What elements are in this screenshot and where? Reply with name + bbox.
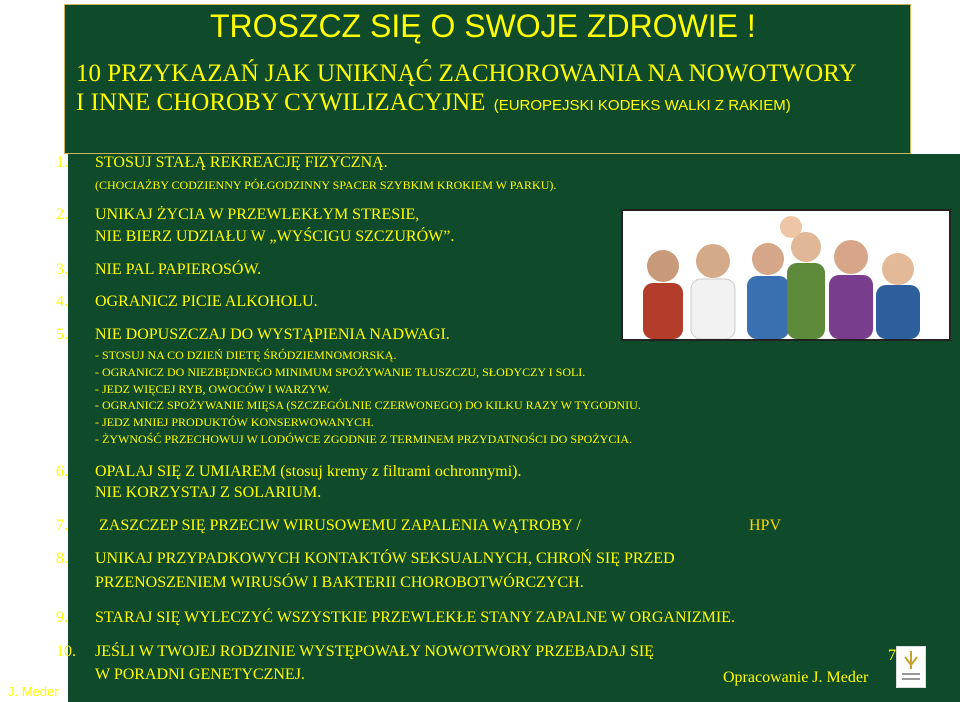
left-margin [0,0,68,702]
item-number: 2. [56,206,68,223]
item-5-sub-5: - JEDZ MNIEJ PRODUKTÓW KONSERWOWANYCH. [95,415,374,429]
page-subtitle-line2 [76,89,791,117]
item-number: 3. [56,261,68,278]
item-5-text: NIE DOPUSZCZAJ DO WYSTĄPIENIA NADWAGI. [95,326,450,343]
hpv-label: HPV [749,517,782,534]
item-10-text-line2: W PORADNI GENETYCZNEJ. [95,666,305,683]
item-1-subtext: (CHOCIAŻBY CODZIENNY PÓŁGODZINNY SPACER SZYBKIM KROKIEM W PARKU). [95,178,557,192]
item-5-sub-2: - OGRANICZ DO NIEZBĘDNEGO MINIMUM SPOŻYWANIE TŁUSZCZU, SŁODYCZY I SOLI. [95,365,586,379]
item-number: 9. [56,609,68,626]
subtitle-note: (EUROPEJSKI KODEKS WALKI Z RAKIEM) [493,97,791,114]
item-8-text: UNIKAJ PRZYPADKOWYCH KONTAKTÓW SEKSUALNYCH, CHROŃ SIĘ PRZED [95,550,675,567]
item-1-text: STOSUJ STAŁĄ REKREACJĘ FIZYCZNĄ. [95,154,388,171]
item-number: 8. [56,550,68,567]
item-number: 1. [56,154,68,171]
item-3-text: NIE PAL PAPIEROSÓW. [95,261,262,278]
item-number: 6. [56,463,68,480]
item-5-sub-6: - ŻYWNOŚĆ PRZECHOWUJ W LODÓWCE ZGODNIE Z TERMINEM PRZYDATNOŚCI DO SPOŻYCIA. [95,432,632,446]
item-number: 5. [56,326,68,343]
page-subtitle-line1: 10 PRZYKAZAŃ JAK UNIKNĄĆ ZACHOROWANIA NA NOWOTWORY [76,60,857,87]
item-7-text: ZASZCZEP SIĘ PRZECIW WIRUSOWEMU ZAPALENIA WĄTROBY / [99,517,581,534]
item-number: 4. [56,293,68,310]
subtitle-line2-text: I INNE CHOROBY CYWILIZACYJNE [76,89,486,116]
item-2-text-line2: NIE BIERZ UDZIAŁU W „WYŚCIGU SZCZURÓW”. [95,228,455,245]
item-5-sub-4: - OGRANICZ SPOŻYWANIE MIĘSA (SZCZEGÓLNIE CZERWONEGO) DO KILKU RAZY W TYGODNIU. [95,398,641,412]
item-8-text-line2: PRZENOSZENIEM WIRUSÓW I BAKTERII CHOROBOTWÓRCZYCH. [95,574,584,591]
item-number: 7. [56,517,68,534]
page-number: 7 [888,647,896,664]
item-10-text: JEŚLI W TWOJEJ RODZINIE WYSTĘPOWAŁY NOWOTWORY PRZEBADAJ SIĘ [95,643,654,660]
family-photo [621,209,951,341]
item-5-sub-3: - JEDZ WIĘCEJ RYB, OWOCÓW I WARZYW. [95,382,331,396]
author-left: J. Meder [8,684,59,699]
item-6-text-line2: NIE KORZYSTAJ Z SOLARIUM. [95,484,322,501]
item-2-text: UNIKAJ ŻYCIA W PRZEWLEKŁYM STRESIE, [95,206,420,223]
item-5-sub-1: - STOSUJ NA CO DZIEŃ DIETĘ ŚRÓDZIEMNOMORSKĄ. [95,348,397,362]
item-9-text: STARAJ SIĘ WYLECZYĆ WSZYSTKIE PRZEWLEKŁE STANY ZAPALNE W ORGANIZMIE. [95,609,735,626]
logo-icon [897,647,925,687]
item-number: 10. [56,643,76,660]
item-6-text: OPALAJ SIĘ Z UMIAREM (stosuj kremy z filtrami ochronnymi). [95,463,522,480]
page-title: TROSZCZ SIĘ O SWOJE ZDROWIE ! [210,8,756,44]
org-logo [896,646,926,688]
author-right: Opracowanie J. Meder [723,669,869,686]
family-illustration [623,211,949,339]
item-4-text: OGRANICZ PICIE ALKOHOLU. [95,293,318,310]
